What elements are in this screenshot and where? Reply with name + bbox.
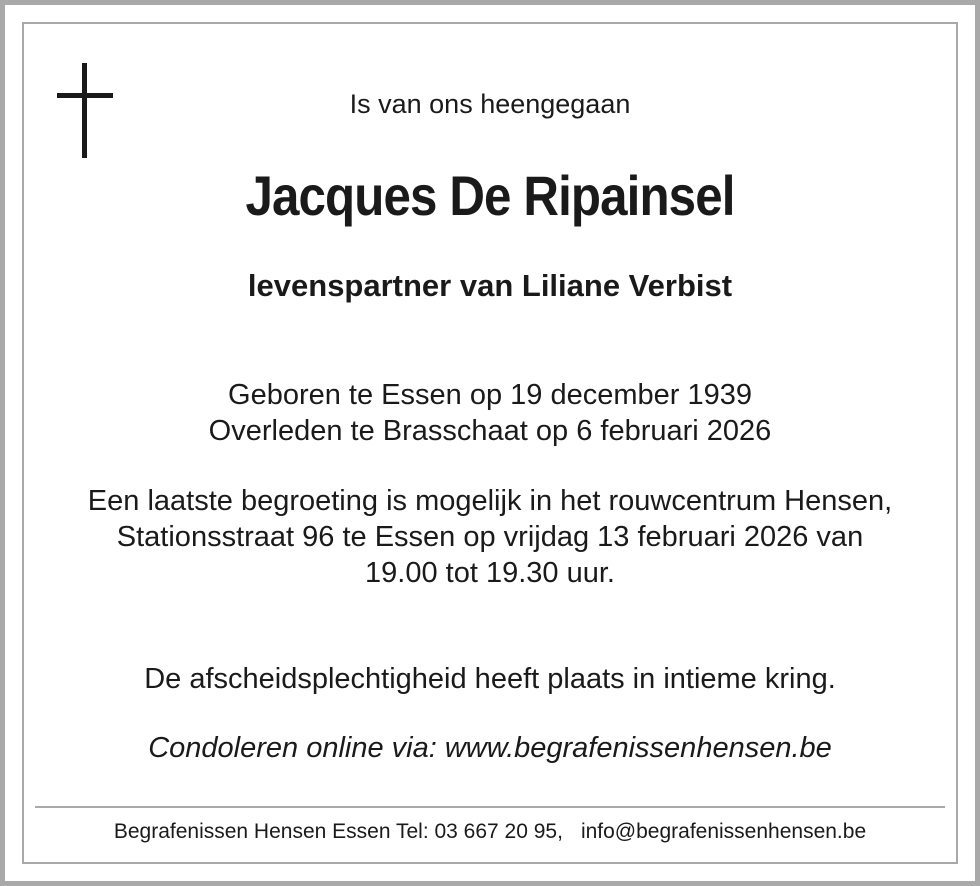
footer-company-phone: Begrafenissen Hensen Essen Tel: 03 667 20 95, — [113, 820, 563, 843]
partner-line: levenspartner van Liliane Verbist — [247, 268, 733, 303]
birth-line: Geboren te Essen op 19 december 1939 — [228, 379, 752, 411]
death-line: Overleden te Brasschaat op 6 februari 2026 — [208, 415, 772, 447]
condolence-line: Condoleren online via: www.begrafenissenhensen.be — [148, 732, 832, 764]
visitation-line-2: Stationsstraat 96 te Essen op vrijdag 13 februari 2026 van — [116, 521, 864, 553]
visitation-line-1: Een laatste begroeting is mogelijk in het rouwcentrum Hensen, — [87, 485, 893, 517]
visitation-line-3: 19.00 tot 19.30 uur. — [365, 557, 615, 589]
intro-text: Is van ons heengegaan — [349, 89, 631, 119]
footer-email: info@begrafenissenhensen.be — [580, 820, 867, 843]
deceased-name: Jacques De Ripainsel — [245, 164, 735, 227]
footer — [30, 820, 950, 844]
ceremony-line: De afscheidsplechtigheid heeft plaats in intieme kring. — [144, 663, 836, 695]
footer-divider — [35, 806, 945, 808]
